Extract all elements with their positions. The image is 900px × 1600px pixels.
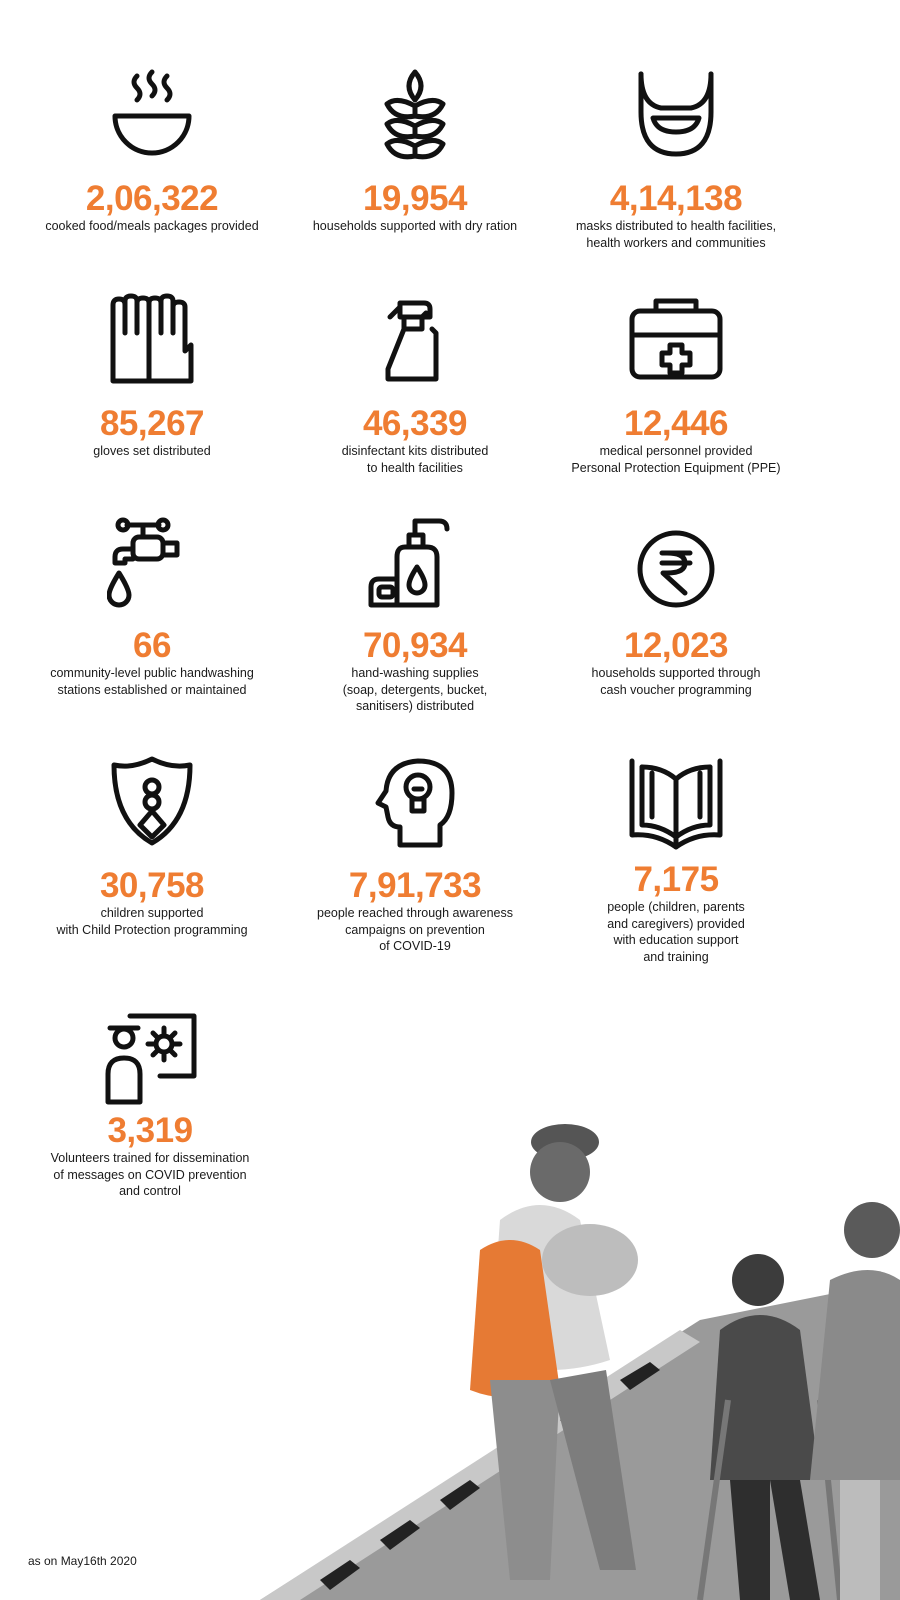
stat-description: disinfectant kits distributed to health facilities xyxy=(341,444,489,475)
mask-icon xyxy=(631,68,721,178)
stat-value: 7,175 xyxy=(633,860,719,899)
stat-description: Volunteers trained for dissemination of messages on COVID prevention and control xyxy=(50,1151,250,1198)
stat-description: community-level public handwashing stations established or maintained xyxy=(50,666,254,697)
water-tap-icon xyxy=(107,515,197,625)
medical-kit-icon xyxy=(626,293,726,403)
volunteer-gear-icon xyxy=(100,1010,200,1110)
stat-value: 30,758 xyxy=(99,866,205,905)
stat-cash-voucher xyxy=(536,515,816,698)
stat-value: 2,06,322 xyxy=(85,179,219,218)
spray-bottle-icon xyxy=(370,293,460,403)
stat-value: 46,339 xyxy=(362,404,468,443)
stat-awareness xyxy=(275,755,555,955)
stat-handwashing-stations xyxy=(12,515,292,698)
stat-description: masks distributed to health facilities, health workers and communities xyxy=(575,219,777,250)
open-book-icon xyxy=(626,755,726,859)
soap-dispenser-icon xyxy=(365,515,465,625)
stat-description: medical personnel provided Personal Protection Equipment (PPE) xyxy=(571,444,781,475)
stat-value: 3,319 xyxy=(107,1111,193,1150)
rupee-icon xyxy=(631,515,721,625)
bowl-steam-icon xyxy=(107,68,197,178)
volunteers-photo xyxy=(260,1080,900,1600)
footnote: as on May16th 2020 xyxy=(28,1554,137,1568)
stat-value: 12,023 xyxy=(623,626,729,665)
stat-description: households supported with dry ration xyxy=(312,219,518,233)
stat-child-protection xyxy=(12,755,292,938)
gloves-icon xyxy=(107,293,197,403)
wheat-icon xyxy=(370,68,460,178)
stat-description: people reached through awareness campaigns on prevention of COVID-19 xyxy=(317,906,513,953)
stat-disinfectant xyxy=(275,293,555,476)
stat-description: children supported with Child Protection programming xyxy=(56,906,248,937)
stat-value: 70,934 xyxy=(362,626,468,665)
stat-description: people (children, parents and caregivers) provided with education support and training xyxy=(607,900,745,964)
stat-value: 85,267 xyxy=(99,404,205,443)
stat-description: households supported through cash voucher programming xyxy=(591,666,761,697)
head-lightbulb-icon xyxy=(370,755,460,865)
stat-masks xyxy=(536,68,816,251)
stat-ppe xyxy=(536,293,816,476)
stat-value: 19,954 xyxy=(362,179,468,218)
stat-value: 66 xyxy=(133,626,171,665)
stat-description: hand-washing supplies (soap, detergents, bucket, sanitisers) distributed xyxy=(342,666,488,713)
stat-description: cooked food/meals packages provided xyxy=(45,219,259,233)
stat-dry-ration xyxy=(275,68,555,235)
child-shield-icon xyxy=(107,755,197,865)
stat-description: gloves set distributed xyxy=(93,444,211,458)
stat-value: 12,446 xyxy=(623,404,729,443)
stat-gloves xyxy=(12,293,292,460)
stat-cooked-meals xyxy=(12,68,292,235)
stat-value: 7,91,733 xyxy=(348,866,482,905)
stat-volunteers xyxy=(10,1010,290,1200)
stat-education xyxy=(536,755,816,965)
stat-handwashing-supplies xyxy=(275,515,555,715)
stat-value: 4,14,138 xyxy=(609,179,743,218)
